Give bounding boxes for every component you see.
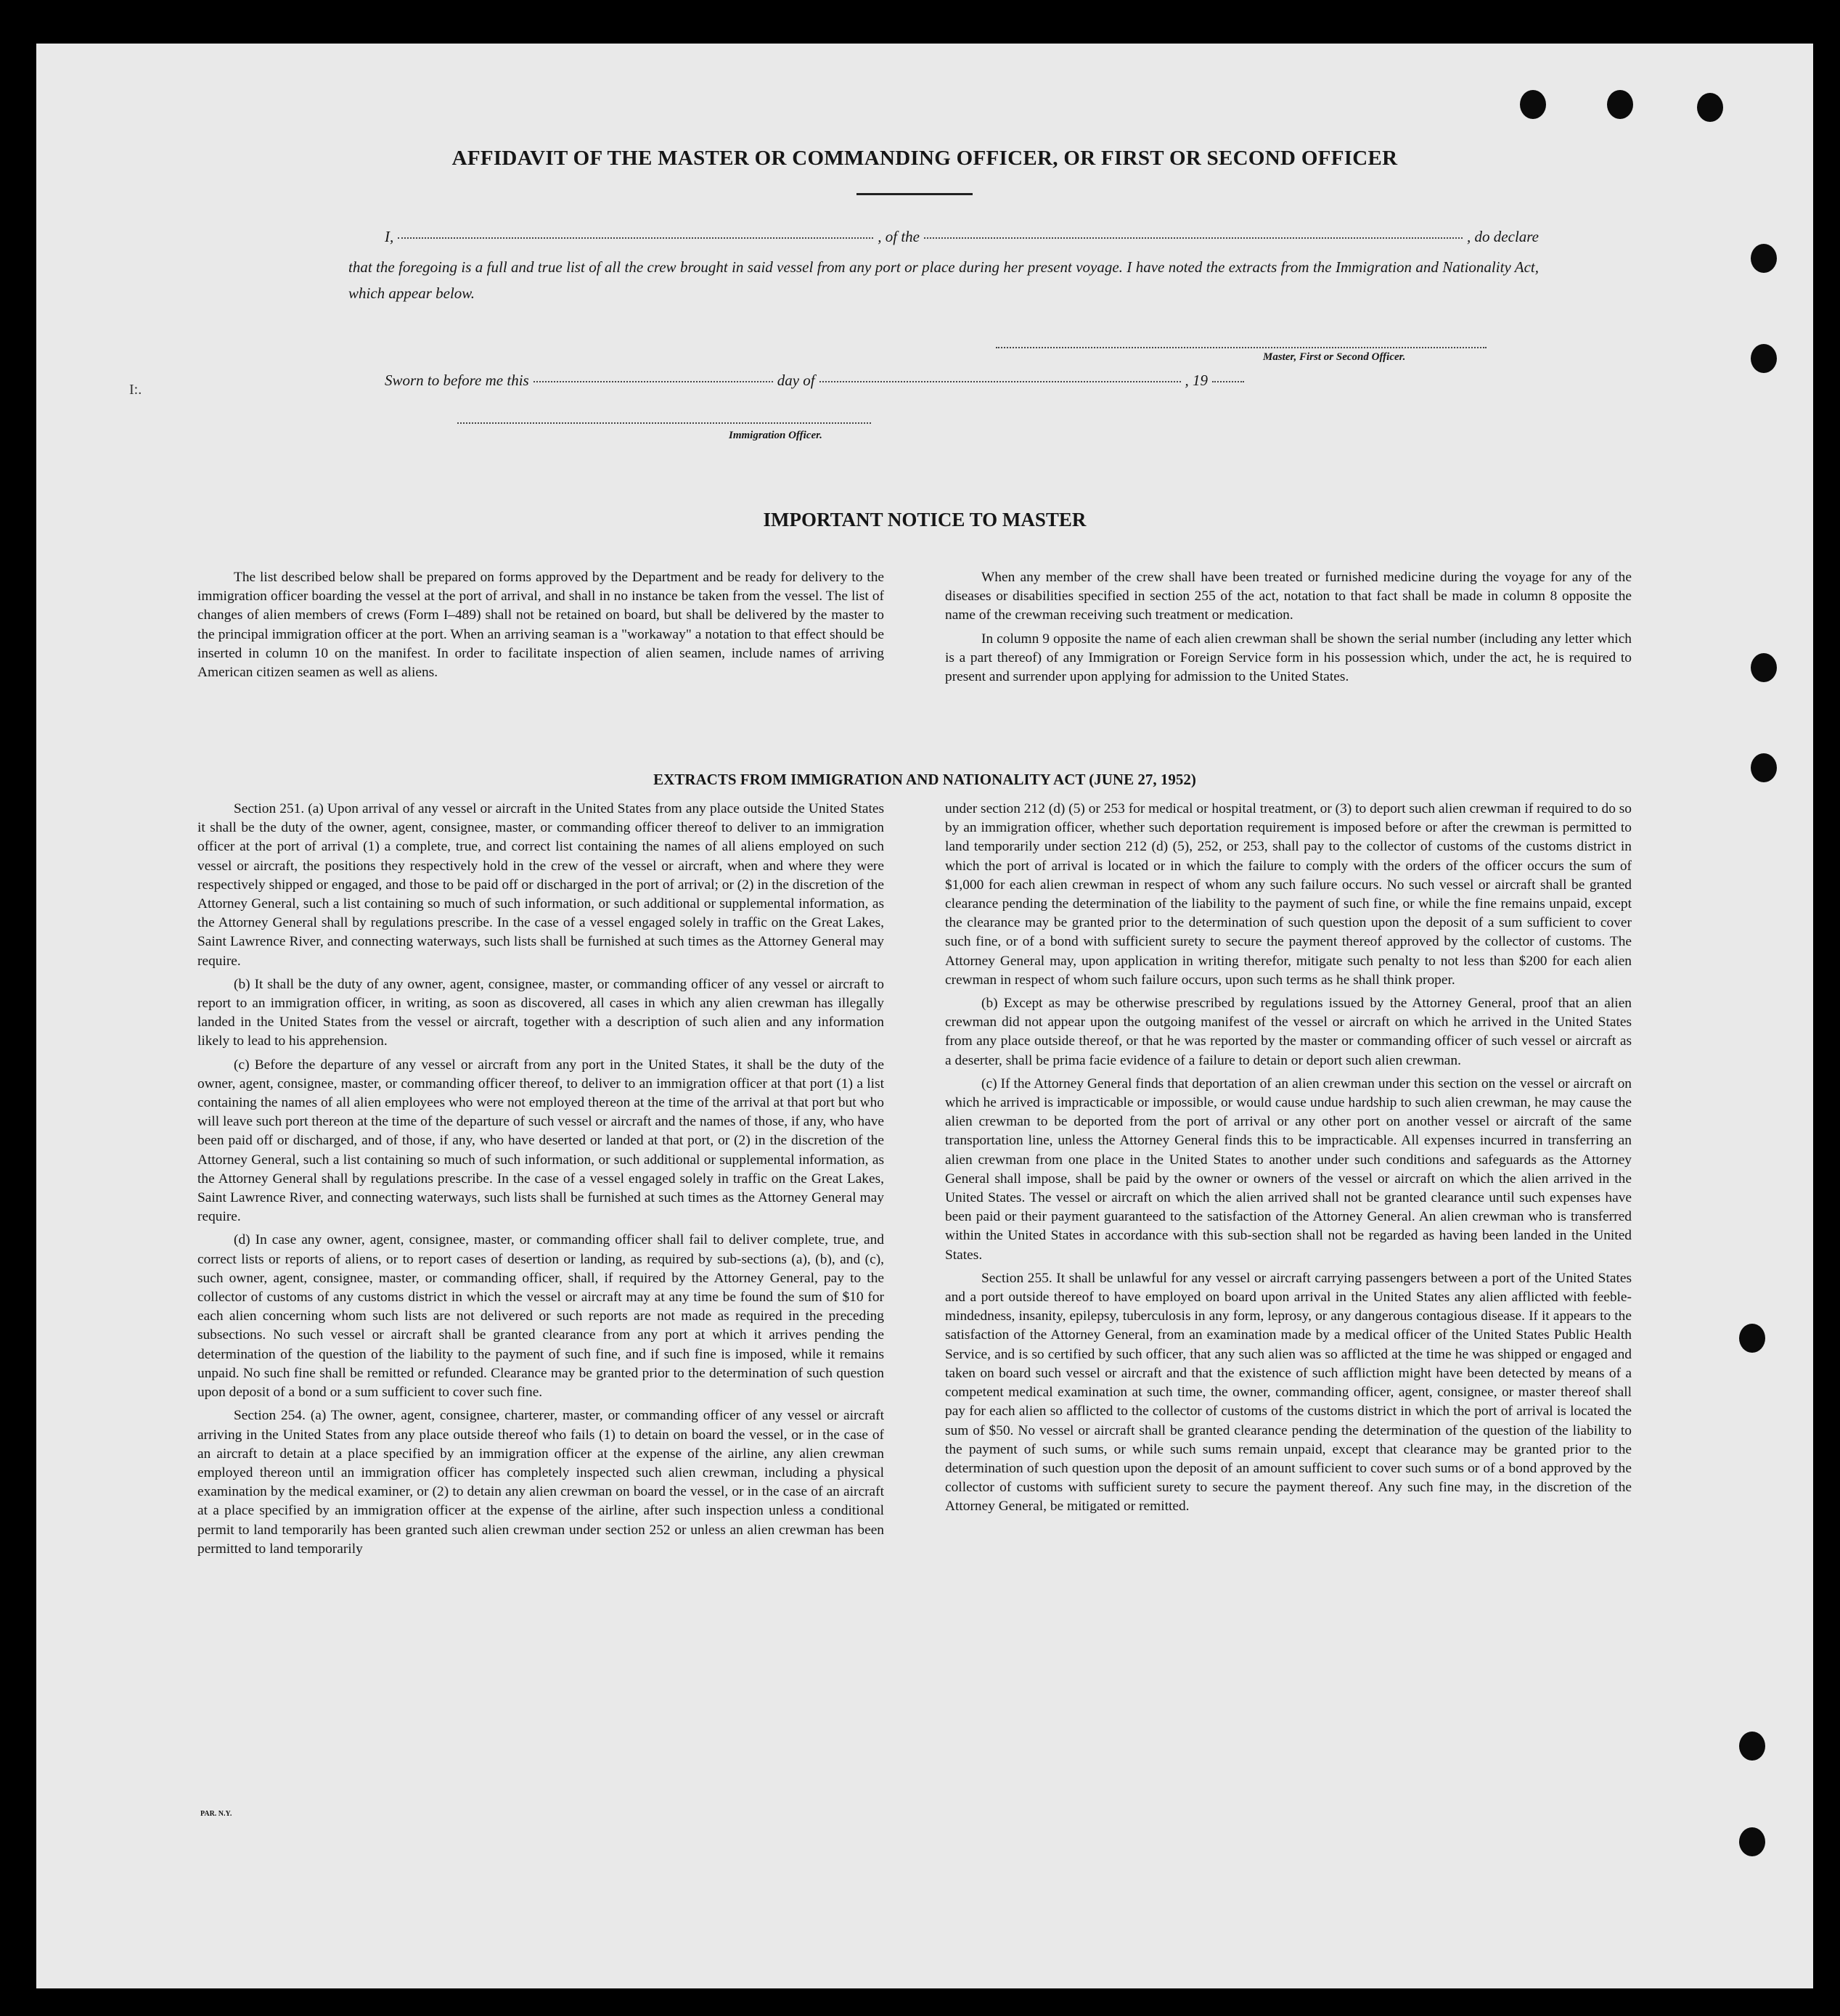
section-254b: (b) Except as may be otherwise prescribed by regulations issued by the Attorney General, proof that an alien crewman did not appear upon the outgoing manifest of the vessel or aircraft on which he arrived in the United States from any place outside thereof, or that he was reported by the master or commanding officer of such vessel or aircraft as a deserter, shall be prima facie evidence of a failure to detain or deport such alien crewman. [945,996,1632,1068]
printer-mark: PAR. N.Y. [200,1810,232,1818]
section-251d: (d) In case any owner, agent, consignee, master, or commanding officer shall fail to deliver complete, true, and correct lists or reports of aliens, or to report cases of desertion or landing, as required by sub-sections (a), (b), and (c), such owner, agent, consignee, master, or commanding officer, shall, if required by the Attorney General, pay to the collector of customs of any customs district in which the vessel or aircraft may at any time be found the sum of $10 for each alien concerning whom such lists are not delivered or such reports are not made as required in the preceding subsections. No such vessel or aircraft shall be granted clearance from any port at which it arrives pending the determination of the question of the liability to the payment of such fine, and if such fine is imposed, while it remains unpaid. No such fine shall be remitted or refunded. Clearance may be granted prior to the determination of such question upon deposit of a bond or a sum sufficient to cover such fine. [197,1232,884,1401]
declaration-line [385,228,1539,246]
notice-title: IMPORTANT NOTICE TO MASTER [763,509,1087,530]
margin-mark: I:. [129,382,142,398]
notice-left-column [197,568,884,687]
declarant-name-field[interactable] [398,237,873,239]
section-254c: (c) If the Attorney General finds that deportation of an alien crewman under this section on the vessel or aircraft on which he arrived is impracticable or impossible, or would cause undue hardship to such alien crewman, he may cause the alien crewman to be deported from the port of arrival or any other port on another vessel or aircraft of the same transportation line, unless the Attorney General finds this to be impracticable. All expenses incurred in transferring an alien crewman from one place in the United States to another under such conditions and safeguards as the Attorney General shall impose, shall be paid by the owner or owners of the vessel or aircraft on which the alien arrived in the United States. The vessel or aircraft on which the alien arrived shall not be granted clearance until such expenses have been paid or their payment guaranteed to the satisfaction of the Attorney General. An alien crewman who is transferred within the United States in accordance with this sub-section shall not be regarded as having been landed in the United States. [945,1075,1632,1263]
section-251b: (b) It shall be the duty of any owner, agent, consignee, master, or commanding officer of any vessel or aircraft to report to an immigration officer, in writing, as soon as discovered, all cases in which any alien crewman has illegally landed in the United States from the vessel or aircraft, together with a description of such alien and any information likely to lead to his apprehension. [197,976,884,1049]
declare-label: , do declare [1467,228,1539,245]
sworn-prefix: Sworn to before me this [385,372,529,389]
notice-right-column [945,568,1632,691]
punch-hole [1739,1732,1765,1761]
day-of-label: day of [777,372,815,389]
notice-paragraph: When any member of the crew shall have been treated or furnished medicine during the voyage for any of the diseases or disabilities specified in section 255 of the act, notation to that fact shall be made in column 8 opposite the name of the crewman receiving such treatment or medication. [945,570,1632,623]
vessel-name-field[interactable] [924,237,1463,239]
punch-hole [1520,90,1546,119]
punch-hole [1739,1324,1765,1353]
sworn-line [385,372,1248,390]
of-the-label: , of the [878,228,920,245]
section-254a-continued: under section 212 (d) (5) or 253 for medical or hospital treatment, or (3) to deport such alien crewman if required to do so by an immigration officer, whether such deportation requirement is imposed before or after the crewman is permitted to land temporarily under section 212 (d) (5), 252, or 253, shall pay to the collector of customs of the customs district in which the port of arrival is located or in which the failure to comply with the orders of the officer occurs the sum of $1,000 for each alien crewman in respect of whom any such failure occurs. No such vessel or aircraft shall be granted clearance pending the determination of the liability to the payment of such fine, or while the fine remains unpaid, except the clearance may be granted prior to the determination of such question upon the deposit of a sum sufficient to cover such fine, or of a bond with sufficient surety to secure the payment thereof approved by the collector of customs. The Attorney General may, upon application in writing therefor, mitigate such penalty to not less than $200 for each alien crewman in respect of whom such failure occurs, upon such terms as he shall think proper. [945,801,1632,988]
extracts-title: EXTRACTS FROM IMMIGRATION AND NATIONALITY ACT (JUNE 27, 1952) [653,771,1196,788]
punch-hole [1607,90,1633,119]
sworn-year-field[interactable] [1212,381,1244,382]
punch-hole [1751,244,1777,273]
year-prefix: , 19 [1185,372,1208,389]
section-251a: Section 251. (a) Upon arrival of any vessel or aircraft in the United States from any place outside the United States it shall be the duty of the owner, agent, consignee, master, or commanding officer thereof to deliver to an immigration officer at the port of arrival (1) a complete, true, and correct list containing the names of all aliens employed on such vessel or aircraft, the positions they respectively hold in the crew of the vessel or aircraft, when and where they were respectively shipped or engaged, and those to be paid off or discharged in the port of arrival; or (2) in the discretion of the Attorney General, such a list containing so much of such information, or such additional or supplemental information, as the Attorney General shall by regulations prescribe. In the case of a vessel engaged solely in traffic on the Great Lakes, Saint Lawrence River, and connecting waterways, such lists shall be furnished at such times as the Attorney General may require. [197,801,884,969]
immigration-officer-signature-field[interactable] [457,422,871,424]
punch-hole [1751,344,1777,373]
sworn-day-field[interactable] [533,381,773,382]
punch-hole [1697,93,1723,122]
section-254a: Section 254. (a) The owner, agent, consignee, charterer, master, or commanding officer of any vessel or aircraft arriving in the United States from any place outside thereof who fails (1) to detain on board the vessel, or in the case of an aircraft to detain at a place specified by an immigration officer at the expense of the airline, any alien crewman employed thereon until an immigration officer has completely inspected such alien crewman, including a physical examination by the medical examiner, or (2) to detain any alien crewman on board the vessel, or in the case of an aircraft at a place specified by an immigration officer at the expense of the airline, after such inspection unless a conditional permit to land temporarily has been granted such alien crewman under section 252 or unless an alien crewman has been permitted to land temporarily [197,1408,884,1557]
document-page [36,44,1813,1988]
master-signature-caption: Master, First or Second Officer. [1263,351,1406,363]
title-rule [856,193,973,195]
affidavit-title: AFFIDAVIT OF THE MASTER OR COMMANDING OFFICER, OR FIRST OR SECOND OFFICER [451,147,1398,170]
notice-paragraph: The list described below shall be prepared on forms approved by the Department and be ready for delivery to the immigration officer boarding the vessel at the port of arrival, and shall in no instance be taken from the vessel. The list of changes of alien members of crews (Form I–489) shall not be retained on board, but shall be delivered by the master to the principal immigration officer at the port. When an arriving seaman is a "workaway" a notation to that effect should be inserted in column 10 on the manifest. In order to facilitate inspection of alien seamen, include names of arriving American citizen seamen as well as aliens. [197,570,884,681]
immigration-officer-caption: Immigration Officer. [729,430,822,441]
punch-hole [1751,653,1777,682]
notice-paragraph: In column 9 opposite the name of each alien crewman shall be shown the serial number (including any letter which is a part thereof) of any Immigration or Foreign Service form in his possession which, under the act, he is required to present and surrender upon applying for admission to the United States. [945,631,1632,685]
affidavit-statement: that the foregoing is a full and true list of all the crew brought in said vessel from any port or place during her present voyage. I have noted the extracts from the Immigration and Nationality Act, which appear below. [348,258,1539,302]
extracts-right-column [945,800,1632,1521]
extracts-left-column [197,800,884,1563]
section-251c: (c) Before the departure of any vessel or aircraft from any port in the United States, it shall be the duty of the owner, agent, consignee, master, or commanding officer thereof, to deliver to an immigration officer at that port (1) a list containing the names of all alien employees who were not employed thereon at the time of the arrival at that port but who will leave such port thereon at the time of the departure of such vessel or aircraft and the names of those, if any, who have been paid off or discharged, and of those, if any, who have deserted or landed at that port, or (2) in the discretion of the Attorney General, such a list containing so much of such information, or such additional or supplemental information, as the Attorney General shall by regulations prescribe. In the case of a vessel engaged solely in traffic on the Great Lakes, Saint Lawrence River, and connecting waterways, such lists shall be furnished at such times as the Attorney General may require. [197,1057,884,1225]
sworn-month-field[interactable] [819,381,1181,382]
section-255: Section 255. It shall be unlawful for any vessel or aircraft carrying passengers between a port of the United States and a port outside thereof to have employed on board upon arrival in the United States any alien afflicted with feeble-mindedness, insanity, epilepsy, tuberculosis in any form, leprosy, or any dangerous contagious disease. If it appears to the satisfaction of the Attorney General, from an examination made by a medical officer of the United States Public Health Service, and is so certified by such officer, that any such alien was so afflicted at the time he was shipped or engaged and taken on board such vessel or aircraft and that the existence of such affliction might have been detected by means of a competent medical examination at such time, the owner, commanding officer, agent, consignee, or master thereof shall pay for each alien so afflicted to the collector of customs of the customs district in which the port of arrival is located the sum of $50. No vessel or aircraft shall be granted clearance pending the determination of the question of the liability to the payment of such sums, or while such sums remain unpaid, except that clearance may be granted prior to the determination of such question upon the deposit of an amount sufficient to cover such sums or of a bond approved by the collector of customs with sufficient surety to secure the payment thereof. Any such fine may, in the discretion of the Attorney General, be mitigated or remitted. [945,1270,1632,1515]
master-signature-field[interactable] [996,347,1487,348]
declarant-prefix: I, [385,228,394,245]
punch-hole [1739,1827,1765,1856]
